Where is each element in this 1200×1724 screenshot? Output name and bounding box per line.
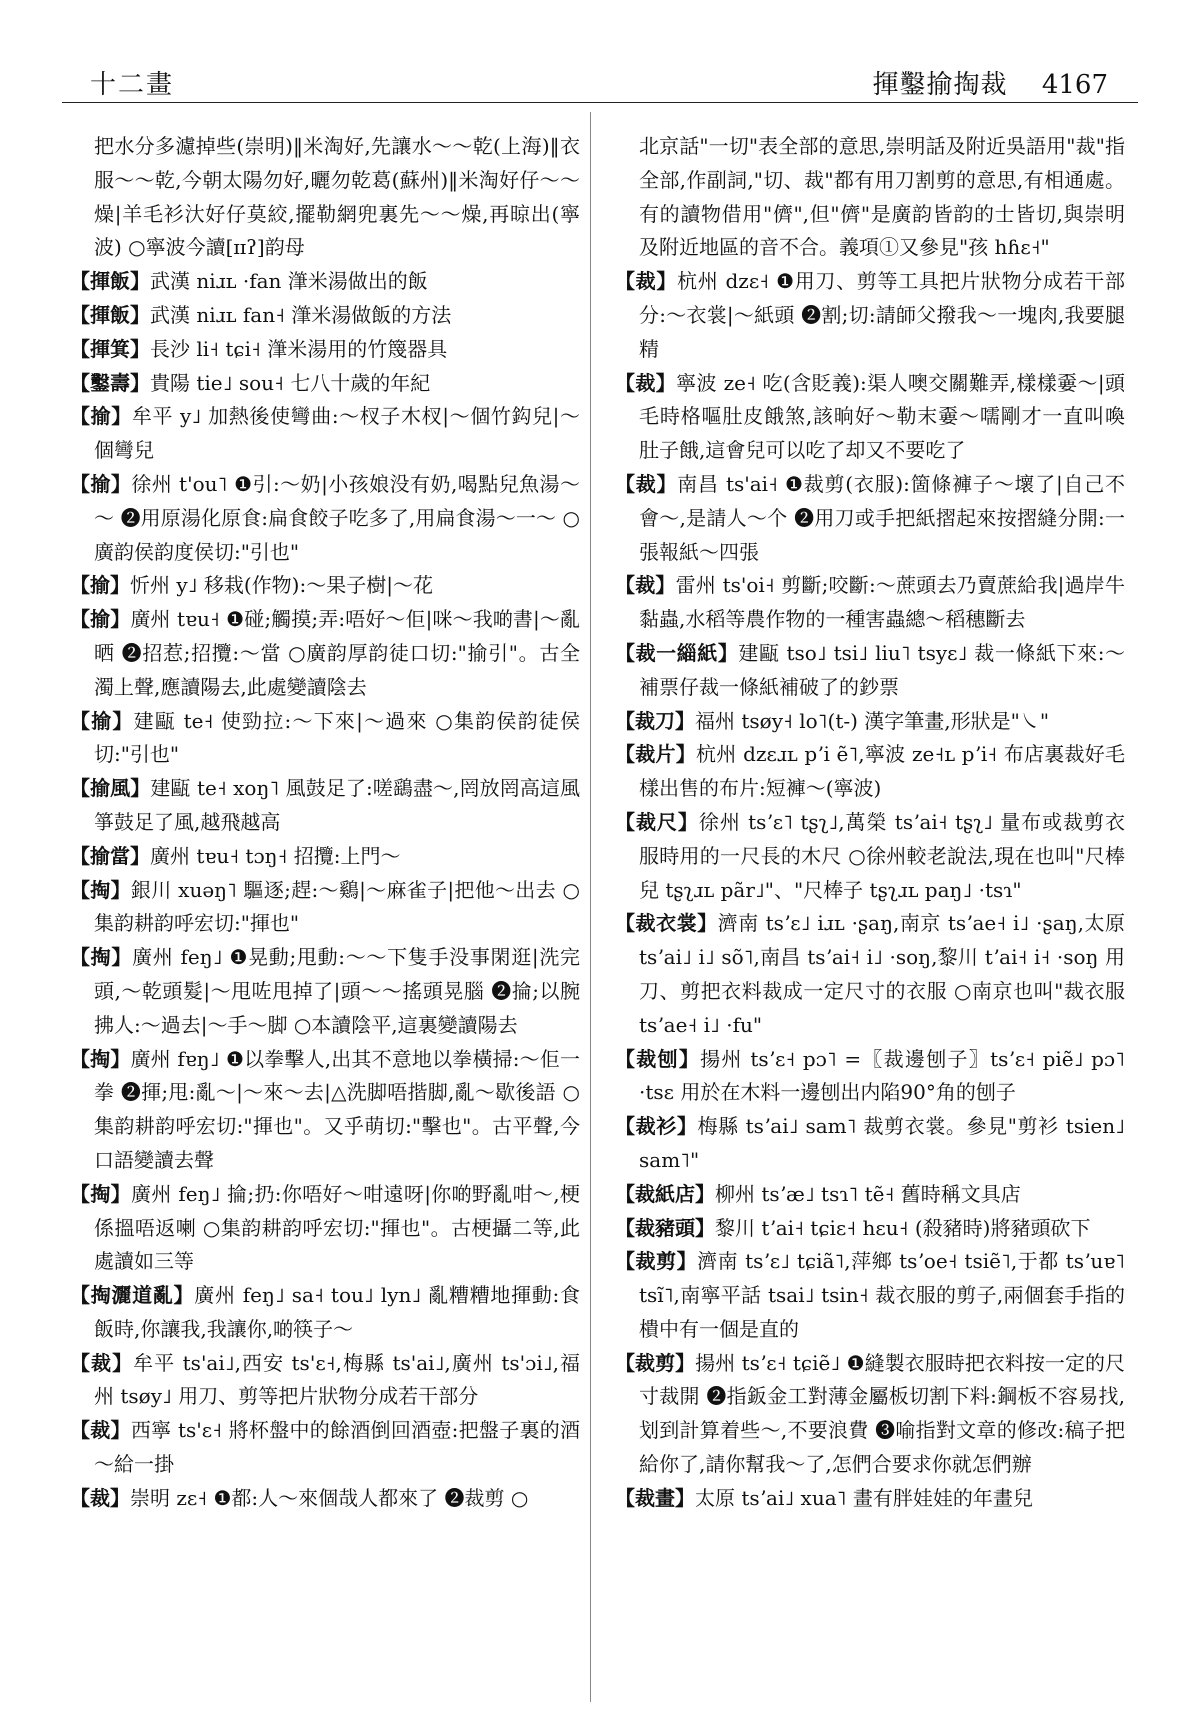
dictionary-entry bbox=[615, 806, 1125, 907]
entry-headword: 【裁衣裳】 bbox=[615, 911, 718, 936]
dictionary-entry bbox=[70, 1482, 580, 1516]
dictionary-entry bbox=[615, 1347, 1125, 1482]
entry-text: 建甌 te˧ xoŋ˥ 風鼓足了:嗟鷂盡～,罔放罔高這風箏鼓足了風,越飛越高 bbox=[94, 776, 580, 834]
dictionary-entry bbox=[70, 130, 580, 265]
entry-headword: 【裁片】 bbox=[615, 742, 697, 767]
entry-headword: 【揮飯】 bbox=[70, 269, 150, 294]
entry-headword: 【裁刨】 bbox=[615, 1046, 701, 1071]
entry-text: 濟南 tsʼɛ˩ tɕiã˥,萍鄉 tsʼoe˧ tsiẽ˥,于都 tsʼuɐ˥ tsĩ˥,南寧平話 tsai˩ tsin˧ 裁衣服的剪子,兩個套手指的樻中有一個是直的 bbox=[639, 1249, 1125, 1341]
entry-headword: 【揄】 bbox=[70, 471, 132, 496]
entry-headword: 【掏】 bbox=[70, 1181, 132, 1206]
page-header bbox=[62, 60, 1138, 100]
entry-text: 忻州 y˩ 移栽(作物):～果子樹|～花 bbox=[130, 573, 433, 598]
dictionary-entry bbox=[70, 468, 580, 569]
entry-text: 太原 tsʼai˩ xua˥ 畫有胖娃娃的年畫兒 bbox=[695, 1485, 1033, 1510]
dictionary-entry bbox=[70, 874, 580, 942]
entry-text: 揚州 tsʼɛ˧ tɕiẽ˩ ❶縫製衣服時把衣料按一定的尺寸裁開 ❷指鈑金工對薄金屬板切割下料:鋼板不容易找,划到計算着些～,不要浪費 ❸喻指對文章的修改:稿子把給你了,請你幫我～了,怎們合要求你就怎們辦 bbox=[639, 1350, 1125, 1477]
entry-text: 柳州 tsʼæ˩ tsɿ˥ tẽ˧ 舊時稱文具店 bbox=[715, 1181, 1021, 1206]
dictionary-entry bbox=[615, 907, 1125, 1042]
entry-text: 崇明 zɛ˧ ❶都:人～來個哉人都來了 ❷裁剪 ○ bbox=[130, 1485, 529, 1510]
entry-headword: 【掏】 bbox=[70, 877, 131, 902]
entry-headword: 【裁剪】 bbox=[615, 1249, 698, 1274]
header-right bbox=[873, 64, 1108, 101]
entry-text: 銀川 xuəŋ˥ 驅逐;趕:～鷄|～麻雀子|把他～出去 ○集韵耕韵呼宏切:"揮也" bbox=[94, 877, 580, 936]
entry-headword: 【裁畫】 bbox=[615, 1485, 695, 1510]
dictionary-entry bbox=[615, 1245, 1125, 1346]
entry-text: 杭州 dzɛ˧ ❶用刀、剪等工具把片狀物分成若干部分:～衣裳|～紙頭 ❷割;切:請師父撥我～一塊肉,我要腿精 bbox=[639, 269, 1125, 361]
entry-headword: 【裁】 bbox=[615, 370, 677, 395]
entry-headword: 【掏】 bbox=[70, 945, 133, 970]
dictionary-entry bbox=[70, 1414, 580, 1482]
entry-headword: 【揄風】 bbox=[70, 776, 151, 801]
entry-headword: 【裁尺】 bbox=[615, 809, 699, 834]
entry-headword: 【裁】 bbox=[70, 1485, 130, 1510]
dictionary-entry bbox=[70, 367, 580, 401]
dictionary-entry bbox=[70, 333, 580, 367]
entry-text: 徐州 t'ou˥ ❶引:～奶|小孩娘没有奶,喝點兒魚湯～～ ❷用原湯化原食:扁食餃子吃多了,用扁食湯～一～ ○廣韵侯韵度侯切:"引也" bbox=[94, 471, 580, 564]
entry-text: 西寧 ts'ɛ˧ 將杯盤中的餘酒倒回酒壺:把盤子裏的酒～給一掛 bbox=[94, 1418, 580, 1477]
dictionary-entry bbox=[615, 705, 1125, 739]
entry-text: 牟平 ts'ai˩,西安 ts'ɛ˧,梅縣 ts'ai˩,廣州 ts'ɔi˩,福州 tsøy˩ 用刀、剪等把片狀物分成若干部分 bbox=[94, 1350, 580, 1409]
entry-headword: 【裁】 bbox=[70, 1350, 134, 1375]
dictionary-entry bbox=[615, 265, 1125, 366]
entry-headword: 【揮箕】 bbox=[70, 336, 150, 361]
section-label: 十二畫 bbox=[90, 70, 175, 100]
dictionary-entry bbox=[70, 941, 580, 1042]
entry-text: 武漢 niɹʟ ·fan 潷米湯做出的飯 bbox=[150, 269, 428, 294]
entry-text: 廣州 feŋ˩ sa˧ tou˩ lyn˩ 亂糟糟地揮動:食飯時,你讓我,我讓你,啲筷子～ bbox=[94, 1283, 580, 1341]
dictionary-entry bbox=[615, 468, 1125, 569]
entry-text: 南昌 ts'ai˧ ❶裁剪(衣服):箇條褲子～壞了|自己不會～,是請人～个 ❷用刀或手把紙摺起來按摺縫分開:一張報紙～四張 bbox=[639, 471, 1125, 564]
entry-headword: 【裁紙店】 bbox=[615, 1181, 715, 1206]
dictionary-entry bbox=[70, 1347, 580, 1415]
entry-text: 寧波 ze˧ 吃(含貶義):渠人噢交關難弄,樣樣嫑～|頭毛時格嘔肚皮餓煞,該晌好～勒末嫑～嚅剛才一直叫喚肚子餓,這會兒可以吃了却又不要吃了 bbox=[639, 370, 1125, 463]
dictionary-entry bbox=[615, 738, 1125, 806]
entry-headword: 【裁衫】 bbox=[615, 1114, 698, 1139]
dictionary-entry bbox=[615, 1110, 1125, 1178]
entry-text: 廣州 feŋ˩ ❶晃動;甩動:～～下隻手没事閑逛|洗完頭,～乾頭髮|～甩咗甩掉了|頭～～搖頭晃腦 ❷掄;以腕拂人:～過去|～手～脚 ○本讀陰平,這裏變讀陽去 bbox=[94, 945, 580, 1037]
entry-text: 揚州 tsʼɛ˧ pɔ˥ =〖裁邊刨子〗tsʼɛ˧ piẽ˩ pɔ˥ ·tsɛ 用於在木料一邊刨出内陷90°角的刨子 bbox=[639, 1046, 1125, 1105]
entry-text: 杭州 dzɛɹʟ pʼi ẽ˥,寧波 ze˧ʟ pʼi˧ 布店裏裁好毛樣出售的布片:短褲～(寧波) bbox=[639, 742, 1125, 801]
entry-headword: 【掏】 bbox=[70, 1046, 131, 1071]
entry-headword: 【裁剪】 bbox=[615, 1350, 696, 1375]
entry-headword: 【揄】 bbox=[70, 708, 134, 733]
entry-text: 武漢 niɹʟ fan˧ 潷米湯做飯的方法 bbox=[150, 302, 452, 327]
entry-headword: 【裁】 bbox=[615, 269, 678, 294]
page-number: 4167 bbox=[1041, 70, 1108, 100]
dictionary-entry bbox=[70, 299, 580, 333]
entry-headword: 【裁豬頭】 bbox=[615, 1215, 715, 1240]
entry-text: 廣州 tɐu˧ ❶碰;觸摸;弄:唔好～佢|咪～我啲書|～亂晒 ❷招惹;招攬:～當 ○廣韵厚韵徒口切:"揄引"。古全濁上聲,應讀陽去,此處變讀陰去 bbox=[94, 607, 580, 699]
entry-text: 長沙 li˧ tɕi˧ 潷米湯用的竹篾器具 bbox=[150, 336, 448, 361]
dictionary-entry bbox=[70, 772, 580, 840]
dictionary-entry bbox=[70, 840, 580, 874]
entry-text: 濟南 tsʼɛ˩ iɹʟ ·ʂaŋ,南京 tsʼae˧ i˩ ·ʂaŋ,太原 tsʼai˩ i˩ sõ˥,南昌 tsʼai˧ i˩ ·soŋ,黎川 tʼai˧ i˧ ·soŋ 用刀、剪把衣料裁成一定尺寸的衣服 ○南京也叫"裁衣服 tsʼae˧ i˩ ·fu" bbox=[639, 911, 1125, 1037]
entry-text: 建甌 tso˩ tsi˩ liu˥ tsyɛ˩ 裁一條紙下來:～補票仔裁一條紙補破了的鈔票 bbox=[639, 640, 1125, 699]
entry-headword: 【揄】 bbox=[70, 404, 132, 429]
entry-headword: 【裁】 bbox=[615, 471, 678, 496]
dictionary-entry bbox=[70, 1178, 580, 1279]
dictionary-entry bbox=[70, 705, 580, 773]
entry-text: 廣州 feŋ˩ 掄;扔:你唔好～咁遠呀|你啲野亂咁～,梗係搵唔返喇 ○集韵耕韵呼宏切:"揮也"。古梗攝二等,此處讀如三等 bbox=[94, 1181, 580, 1274]
entry-text: 福州 tsøy˧ lo˥(t-) 漢字筆畫,形狀是"㇏" bbox=[695, 708, 1050, 733]
left-column bbox=[70, 130, 580, 1690]
entry-headword: 【裁一緇紙】 bbox=[615, 640, 739, 665]
dictionary-entry bbox=[70, 569, 580, 603]
dictionary-entry bbox=[615, 1043, 1125, 1111]
entry-text: 徐州 tsʼɛ˥ tʂʅ˩,萬榮 tsʼai˧ tʂʅ˩ 量布或裁剪衣服時用的一尺長的木尺 ○徐州較老說法,現在也叫"尺棒兒 tʂʅɹʟ pãr˩"、"尺棒子 tʂʅɹʟ paŋ˩ ·tsɿ" bbox=[639, 809, 1125, 902]
dictionary-entry bbox=[70, 400, 580, 468]
entry-headword: 【裁】 bbox=[615, 573, 676, 598]
entry-text: 黎川 tʼai˧ tɕiɛ˧ hɛu˧ (殺豬時)將豬頭砍下 bbox=[715, 1215, 1091, 1240]
dictionary-entry bbox=[615, 1178, 1125, 1212]
entry-text: 建甌 te˧ 使勁拉:～下來|～過來 ○集韵侯韵徒侯切:"引也" bbox=[94, 708, 580, 767]
dictionary-entry bbox=[70, 1043, 580, 1178]
entry-headword: 【揄當】 bbox=[70, 843, 150, 868]
entry-text: 雷州 ts'oi˧ 剪斷;咬斷:～蔗頭去乃賣蔗給我|過岸牛黏蟲,水稻等農作物的一種害蟲總～稻穗斷去 bbox=[639, 573, 1125, 632]
dictionary-entry bbox=[615, 1212, 1125, 1246]
entry-headword: 【裁】 bbox=[70, 1418, 131, 1443]
entry-text: 北京話"一切"表全部的意思,崇明話及附近吳語用"裁"指全部,作副詞,"切、裁"都有用刀割剪的意思,有相通處。有的讀物借用"儕",但"儕"是廣韵皆韵的士皆切,與崇明及附近地區的音不合。義項①又參見"孩 hɦɛ˧" bbox=[639, 134, 1125, 260]
entry-headword: 【裁刀】 bbox=[615, 708, 695, 733]
dictionary-entry bbox=[615, 637, 1125, 705]
entry-text: 把水分多濾掉些(崇明)‖米淘好,先讓水～～乾(上海)‖衣服～～乾,今朝太陽勿好,曬勿乾葛(蘇州)‖米淘好仔～～燥|羊毛衫汏好仔莫絞,擺勒網兜裏先～～燥,再晾出(寧波) ○寧波今讀[ɪɪʔ]韵母 bbox=[94, 134, 580, 260]
entry-headword: 【揄】 bbox=[70, 573, 130, 598]
entry-headword: 【掏灑道亂】 bbox=[70, 1283, 195, 1308]
entry-headword: 【鑿壽】 bbox=[70, 370, 150, 395]
column-divider bbox=[590, 112, 591, 1702]
dictionary-entry bbox=[70, 265, 580, 299]
right-column bbox=[615, 130, 1125, 1690]
header-rule bbox=[62, 102, 1138, 103]
entry-text: 廣州 fɐŋ˩ ❶以拳擊人,出其不意地以拳橫掃:～佢一拳 ❷揮;甩:亂～|～來～去|△洗脚唔揩脚,亂～歇後語 ○集韵耕韵呼宏切:"揮也"。又乎萌切:"擊也"。古平聲,今口語變讀去聲 bbox=[94, 1046, 580, 1172]
dictionary-entry bbox=[615, 367, 1125, 468]
entry-text: 貴陽 tie˩ sou˧ 七八十歲的年紀 bbox=[150, 370, 431, 395]
entry-headword: 【揄】 bbox=[70, 607, 131, 632]
entry-text: 梅縣 tsʼai˩ sam˥ 裁剪衣裳。參見"剪衫 tsien˩ sam˥" bbox=[639, 1114, 1125, 1172]
entry-text: 牟平 y˩ 加熱後使彎曲:～杈子木杈|～個竹鈎兒|～個彎兒 bbox=[94, 404, 580, 463]
dictionary-entry bbox=[70, 1279, 580, 1347]
dictionary-entry bbox=[615, 569, 1125, 637]
running-head: 揮鑿揄掏裁 bbox=[872, 70, 1008, 100]
dictionary-entry bbox=[70, 603, 580, 704]
dictionary-entry bbox=[615, 1482, 1125, 1516]
entry-text: 廣州 tɐu˧ tɔŋ˧ 招攬:上門～ bbox=[150, 843, 401, 868]
dictionary-entry bbox=[615, 130, 1125, 265]
entry-headword: 【揮飯】 bbox=[70, 302, 150, 327]
